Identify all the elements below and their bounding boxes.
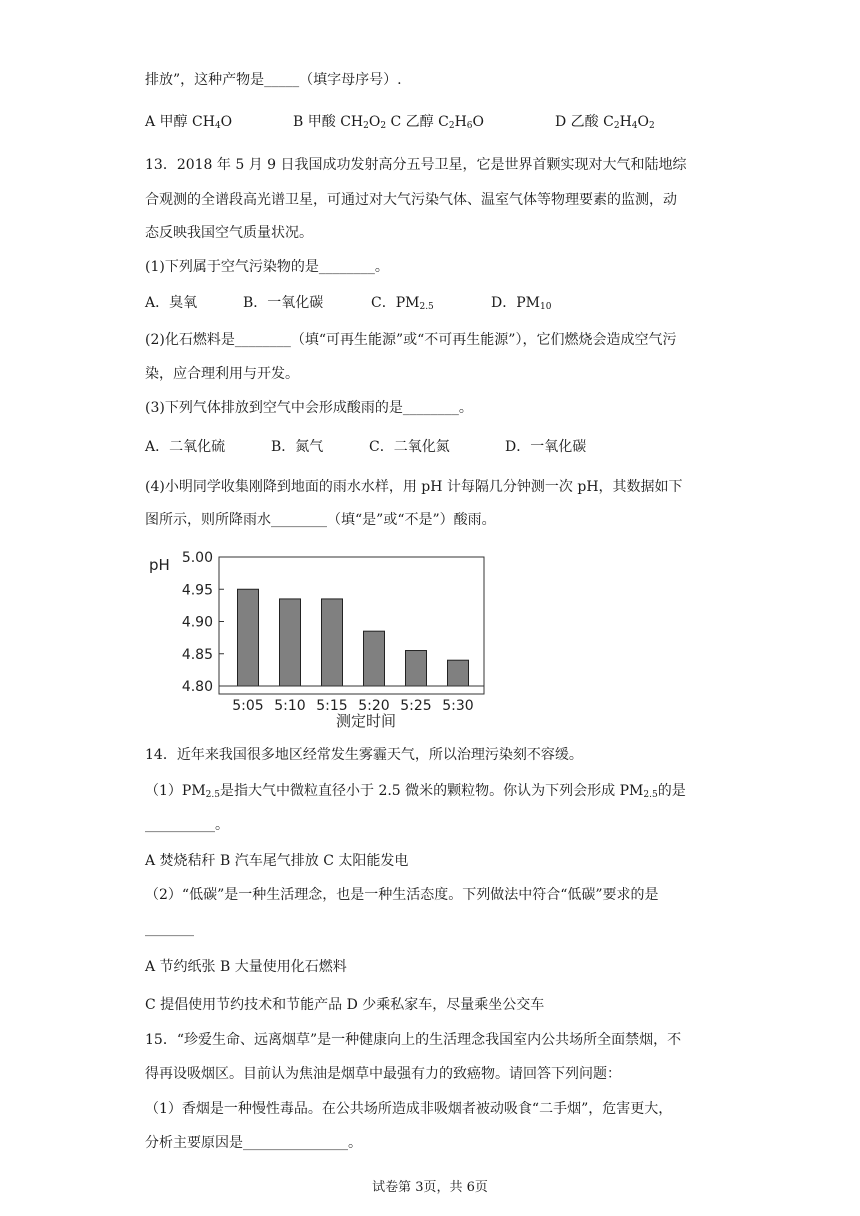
q12-tail-text: 排放”，这种产物是_____（填字母序号）. xyxy=(145,72,402,88)
x-tick-label: 5:10 xyxy=(274,698,306,714)
q13-stem-line3: 态反映我国空气质量状况。 xyxy=(145,225,313,241)
q13-part1-options xyxy=(145,293,551,313)
q13-part1: (1)下列属于空气污染物的是________。 xyxy=(145,259,389,275)
bar-530 xyxy=(448,660,469,686)
q14-part2-options-line1: A 节约纸张 B 大量使用化石燃料 xyxy=(145,959,347,975)
q13-stem-line1: 13．2018 年 5 月 9 日我国成功发射高分五号卫星，它是世界首颗实现对大气和陆地综 xyxy=(145,157,687,173)
q14-part2-line2: _______ xyxy=(145,921,194,937)
y-tick-label: 4.90 xyxy=(181,614,213,631)
q13-p3-option-d: D．一氧化碳 xyxy=(505,439,587,455)
x-axis-label: 测定时间 xyxy=(335,712,397,730)
ph-bar-chart xyxy=(145,540,490,732)
q13-p1-option-c: C．$PM_{2.5}$ xyxy=(371,295,434,312)
page-footer: 试卷第 3页，共 6页 xyxy=(372,1180,488,1195)
q15-part1-line2: 分析主要原因是_______________。 xyxy=(145,1135,362,1151)
q15-part1-line1: （1）香烟是一种慢性毒品。在公共场所造成非吸烟者被动吸食“二手烟”，危害更大， xyxy=(145,1101,673,1117)
q13-part4-line2: 图所示，则所降雨水________（填“是”或“不是”）酸雨。 xyxy=(145,512,496,528)
bar-515 xyxy=(322,599,343,686)
q13-p3-option-c: C．二氧化氮 xyxy=(369,439,450,455)
x-tick-label: 5:05 xyxy=(232,698,264,714)
q14-stem: 14．近年来我国很多地区经常发生雾霾天气，所以治理污染刻不容缓。 xyxy=(145,747,583,763)
y-axis-label: pH xyxy=(149,556,170,574)
q15-stem-line1: 15．“珍爱生命、远离烟草”是一种健康向上的生活理念我国室内公共场所全面禁烟，不 xyxy=(145,1032,682,1048)
x-tick-label: 5:20 xyxy=(358,698,390,714)
q13-part2-line2: 染，应合理利用与开发。 xyxy=(145,366,299,382)
q14-part1-options: A 焚烧秸秆 B 汽车尾气排放 C 太阳能发电 xyxy=(145,853,409,869)
q12-option-a: A 甲醇 $CH_4O$ xyxy=(145,114,233,131)
q13-part3: (3)下列气体排放到空气中会形成酸雨的是________。 xyxy=(145,400,473,416)
x-tick-label: 5:25 xyxy=(400,698,432,714)
q13-p1-option-a: A．臭氧 xyxy=(145,295,198,311)
bar-525 xyxy=(406,651,427,686)
q13-p1-option-d: D．$PM_{10}$ xyxy=(491,295,552,312)
y-tick-label: 4.80 xyxy=(181,679,213,695)
q13-part2-line1: (2)化石燃料是________（填“可再生能源”或“不可再生能源”），它们燃烧会造成空气污 xyxy=(145,332,677,348)
bar-505 xyxy=(238,589,259,686)
q13-stem-line2: 合观测的全谱段高光谱卫星，可通过对大气污染气体、温室气体等物理要素的监测，动 xyxy=(145,192,677,208)
q13-part3-options xyxy=(145,437,586,457)
q15-stem-line2: 得再设吸烟区。目前认为焦油是烟草中最强有力的致癌物。请回答下列问题： xyxy=(145,1066,621,1082)
q14-part2-line1: （2）“低碳”是一种生活理念，也是一种生活态度。下列做法中符合“低碳”要求的是 xyxy=(145,887,659,903)
y-tick-label: 4.85 xyxy=(181,646,213,663)
q13-part4-line1: (4)小明同学收集刚降到地面的雨水水样，用 pH 计每隔几分钟测一次 pH，其数据如下 xyxy=(145,479,683,495)
y-tick-label: 5.00 xyxy=(181,550,213,566)
q13-p3-option-b: B．氮气 xyxy=(271,439,324,455)
y-tick-label: 4.95 xyxy=(181,582,213,599)
x-tick-label: 5:30 xyxy=(442,698,474,714)
bar-510 xyxy=(280,599,301,686)
q13-p1-option-b: B．一氧化碳 xyxy=(243,295,324,311)
q13-p3-option-a: A．二氧化硫 xyxy=(145,439,226,455)
q14-part1-line2: __________。 xyxy=(145,817,229,833)
q12-option-d: D 乙酸 $C_2H_4O_2$ xyxy=(555,114,655,131)
bar-520 xyxy=(364,631,385,686)
q14-part1-line1: $(1)PM_{2.5}$是指大气中微粒直径小于 2.5 微米的颗粒物。你认为下列会形成 $PM_{2.5}$的是 xyxy=(145,783,686,800)
q14-part2-options-line2: C 提倡使用节约技术和节能产品 D 少乘私家车，尽量乘坐公交车 xyxy=(145,997,545,1013)
q12-option-bc: B 甲酸 $CH_2O_2$ C 乙醇 $C_2H_6O$ xyxy=(293,114,485,131)
q12-options xyxy=(145,112,655,132)
x-tick-label: 5:15 xyxy=(316,698,348,714)
